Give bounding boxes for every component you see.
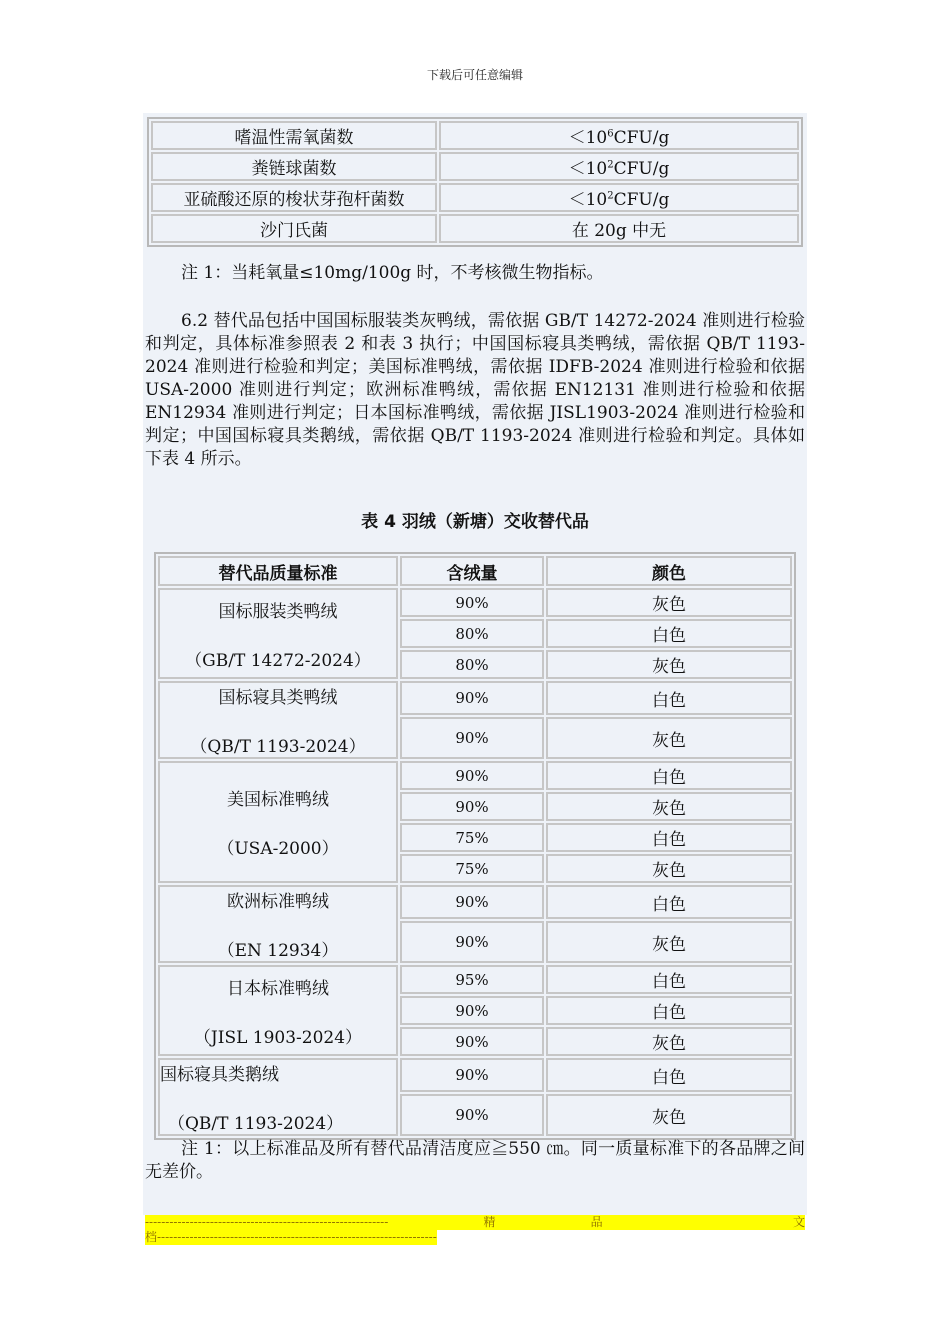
table-row bbox=[158, 1058, 792, 1092]
substitute-table bbox=[154, 552, 796, 1140]
table-row bbox=[158, 588, 792, 617]
down-content-cell: 90% bbox=[400, 1094, 544, 1136]
color-cell: 灰色 bbox=[546, 588, 792, 617]
down-content-cell: 90% bbox=[400, 588, 544, 617]
color-cell: 灰色 bbox=[546, 717, 792, 759]
standard-cell: 日本标准鸭绒 （JISL 1903-2024） bbox=[158, 965, 398, 1056]
color-cell: 白色 bbox=[546, 823, 792, 852]
standard-cell: 国标寝具类鸭绒 （QB/T 1193-2024） bbox=[158, 681, 398, 759]
down-content-cell: 95% bbox=[400, 965, 544, 994]
indicator-value: $<10^2CFU/g$ bbox=[439, 183, 799, 212]
down-content-cell: 90% bbox=[400, 921, 544, 963]
color-cell: 灰色 bbox=[546, 1094, 792, 1136]
table4-title: 表 4 羽绒（新塘）交收替代品 bbox=[361, 512, 589, 532]
down-content-cell: 80% bbox=[400, 650, 544, 679]
table-row bbox=[158, 885, 792, 919]
standard-cell: 欧洲标准鸭绒 （EN 12934） bbox=[158, 885, 398, 963]
table-row bbox=[158, 681, 792, 715]
indicator-value: $<10^6CFU/g$ bbox=[439, 121, 799, 150]
footer-line-2: 档--------------------------------------------------------------------- bbox=[145, 1230, 437, 1244]
down-content-cell: 75% bbox=[400, 854, 544, 883]
color-cell: 灰色 bbox=[546, 792, 792, 821]
color-cell: 白色 bbox=[546, 681, 792, 715]
down-content-cell: 90% bbox=[400, 996, 544, 1025]
page-footer bbox=[145, 1215, 805, 1245]
table-row bbox=[158, 761, 792, 790]
note-cleanliness: 注 1：以上标准品及所有替代品清洁度应≧550 ㎝。同一质量标准下的各品牌之间无差价。 bbox=[145, 1139, 805, 1182]
header-down-content: 含绒量 bbox=[400, 556, 544, 586]
color-cell: 灰色 bbox=[546, 650, 792, 679]
paragraph-6-2: 6.2 替代品包括中国国标服装类灰鸭绒，需依据 GB/T 14272-2024 准则进行检验和判定，具体标准参照表 2 和表 3 执行；中国国标寝具类鸭绒，需依据 QB/T 1193-2024 准则进行检验和判定；美国标准鸭绒，需依据 IDFB-2024 准则进行检验和依据 USA-2000 准则进行判定；欧洲标准鸭绒，需依据 EN12131 准则进行检验和依据 EN12934 准则进行判定；日本国标准鸭绒，需依据 JISL1903-2024 准则进行检验和判定；中国国标寝具类鹅绒，需依据 QB/T 1193-2024 准则进行检验和判定。具体如下表 4 所示。 bbox=[145, 311, 805, 469]
table-row bbox=[151, 152, 799, 181]
indicator-value: 在 20g 中无 bbox=[439, 214, 799, 243]
color-cell: 白色 bbox=[546, 885, 792, 919]
table-row bbox=[151, 121, 799, 150]
down-content-cell: 90% bbox=[400, 1027, 544, 1056]
down-content-cell: 90% bbox=[400, 792, 544, 821]
down-content-cell: 90% bbox=[400, 885, 544, 919]
down-content-cell: 90% bbox=[400, 761, 544, 790]
color-cell: 灰色 bbox=[546, 921, 792, 963]
indicator-value: $<10^2CFU/g$ bbox=[439, 152, 799, 181]
color-cell: 白色 bbox=[546, 1058, 792, 1092]
indicator-name: 亚硫酸还原的梭状芽孢杆菌数 bbox=[151, 183, 437, 212]
table-row bbox=[151, 183, 799, 212]
standard-cell: 国标寝具类鹅绒 （QB/T 1193-2024） bbox=[158, 1058, 398, 1136]
footer-line-1: ------------------------------------------------------------ 精 品 文 bbox=[145, 1215, 805, 1229]
header-standard: 替代品质量标准 bbox=[158, 556, 398, 586]
color-cell: 灰色 bbox=[546, 1027, 792, 1056]
color-cell: 白色 bbox=[546, 965, 792, 994]
down-content-cell: 90% bbox=[400, 1058, 544, 1092]
page-header: 下载后可任意编辑 bbox=[426, 68, 523, 82]
down-content-cell: 75% bbox=[400, 823, 544, 852]
note-oxygen: 注 1：当耗氧量≤10mg/100g 时，不考核微生物指标。 bbox=[181, 263, 604, 283]
microbe-table bbox=[147, 117, 803, 247]
down-content-cell: 90% bbox=[400, 717, 544, 759]
table-row bbox=[158, 965, 792, 994]
color-cell: 白色 bbox=[546, 619, 792, 648]
header-color: 颜色 bbox=[546, 556, 792, 586]
standard-cell: 美国标准鸭绒 （USA-2000） bbox=[158, 761, 398, 883]
color-cell: 白色 bbox=[546, 761, 792, 790]
indicator-name: 嗜温性需氧菌数 bbox=[151, 121, 437, 150]
down-content-cell: 90% bbox=[400, 681, 544, 715]
color-cell: 白色 bbox=[546, 996, 792, 1025]
down-content-cell: 80% bbox=[400, 619, 544, 648]
indicator-name: 沙门氏菌 bbox=[151, 214, 437, 243]
table-header-row bbox=[158, 556, 792, 586]
indicator-name: 粪链球菌数 bbox=[151, 152, 437, 181]
table-row bbox=[151, 214, 799, 243]
color-cell: 灰色 bbox=[546, 854, 792, 883]
standard-cell: 国标服装类鸭绒 （GB/T 14272-2024） bbox=[158, 588, 398, 679]
